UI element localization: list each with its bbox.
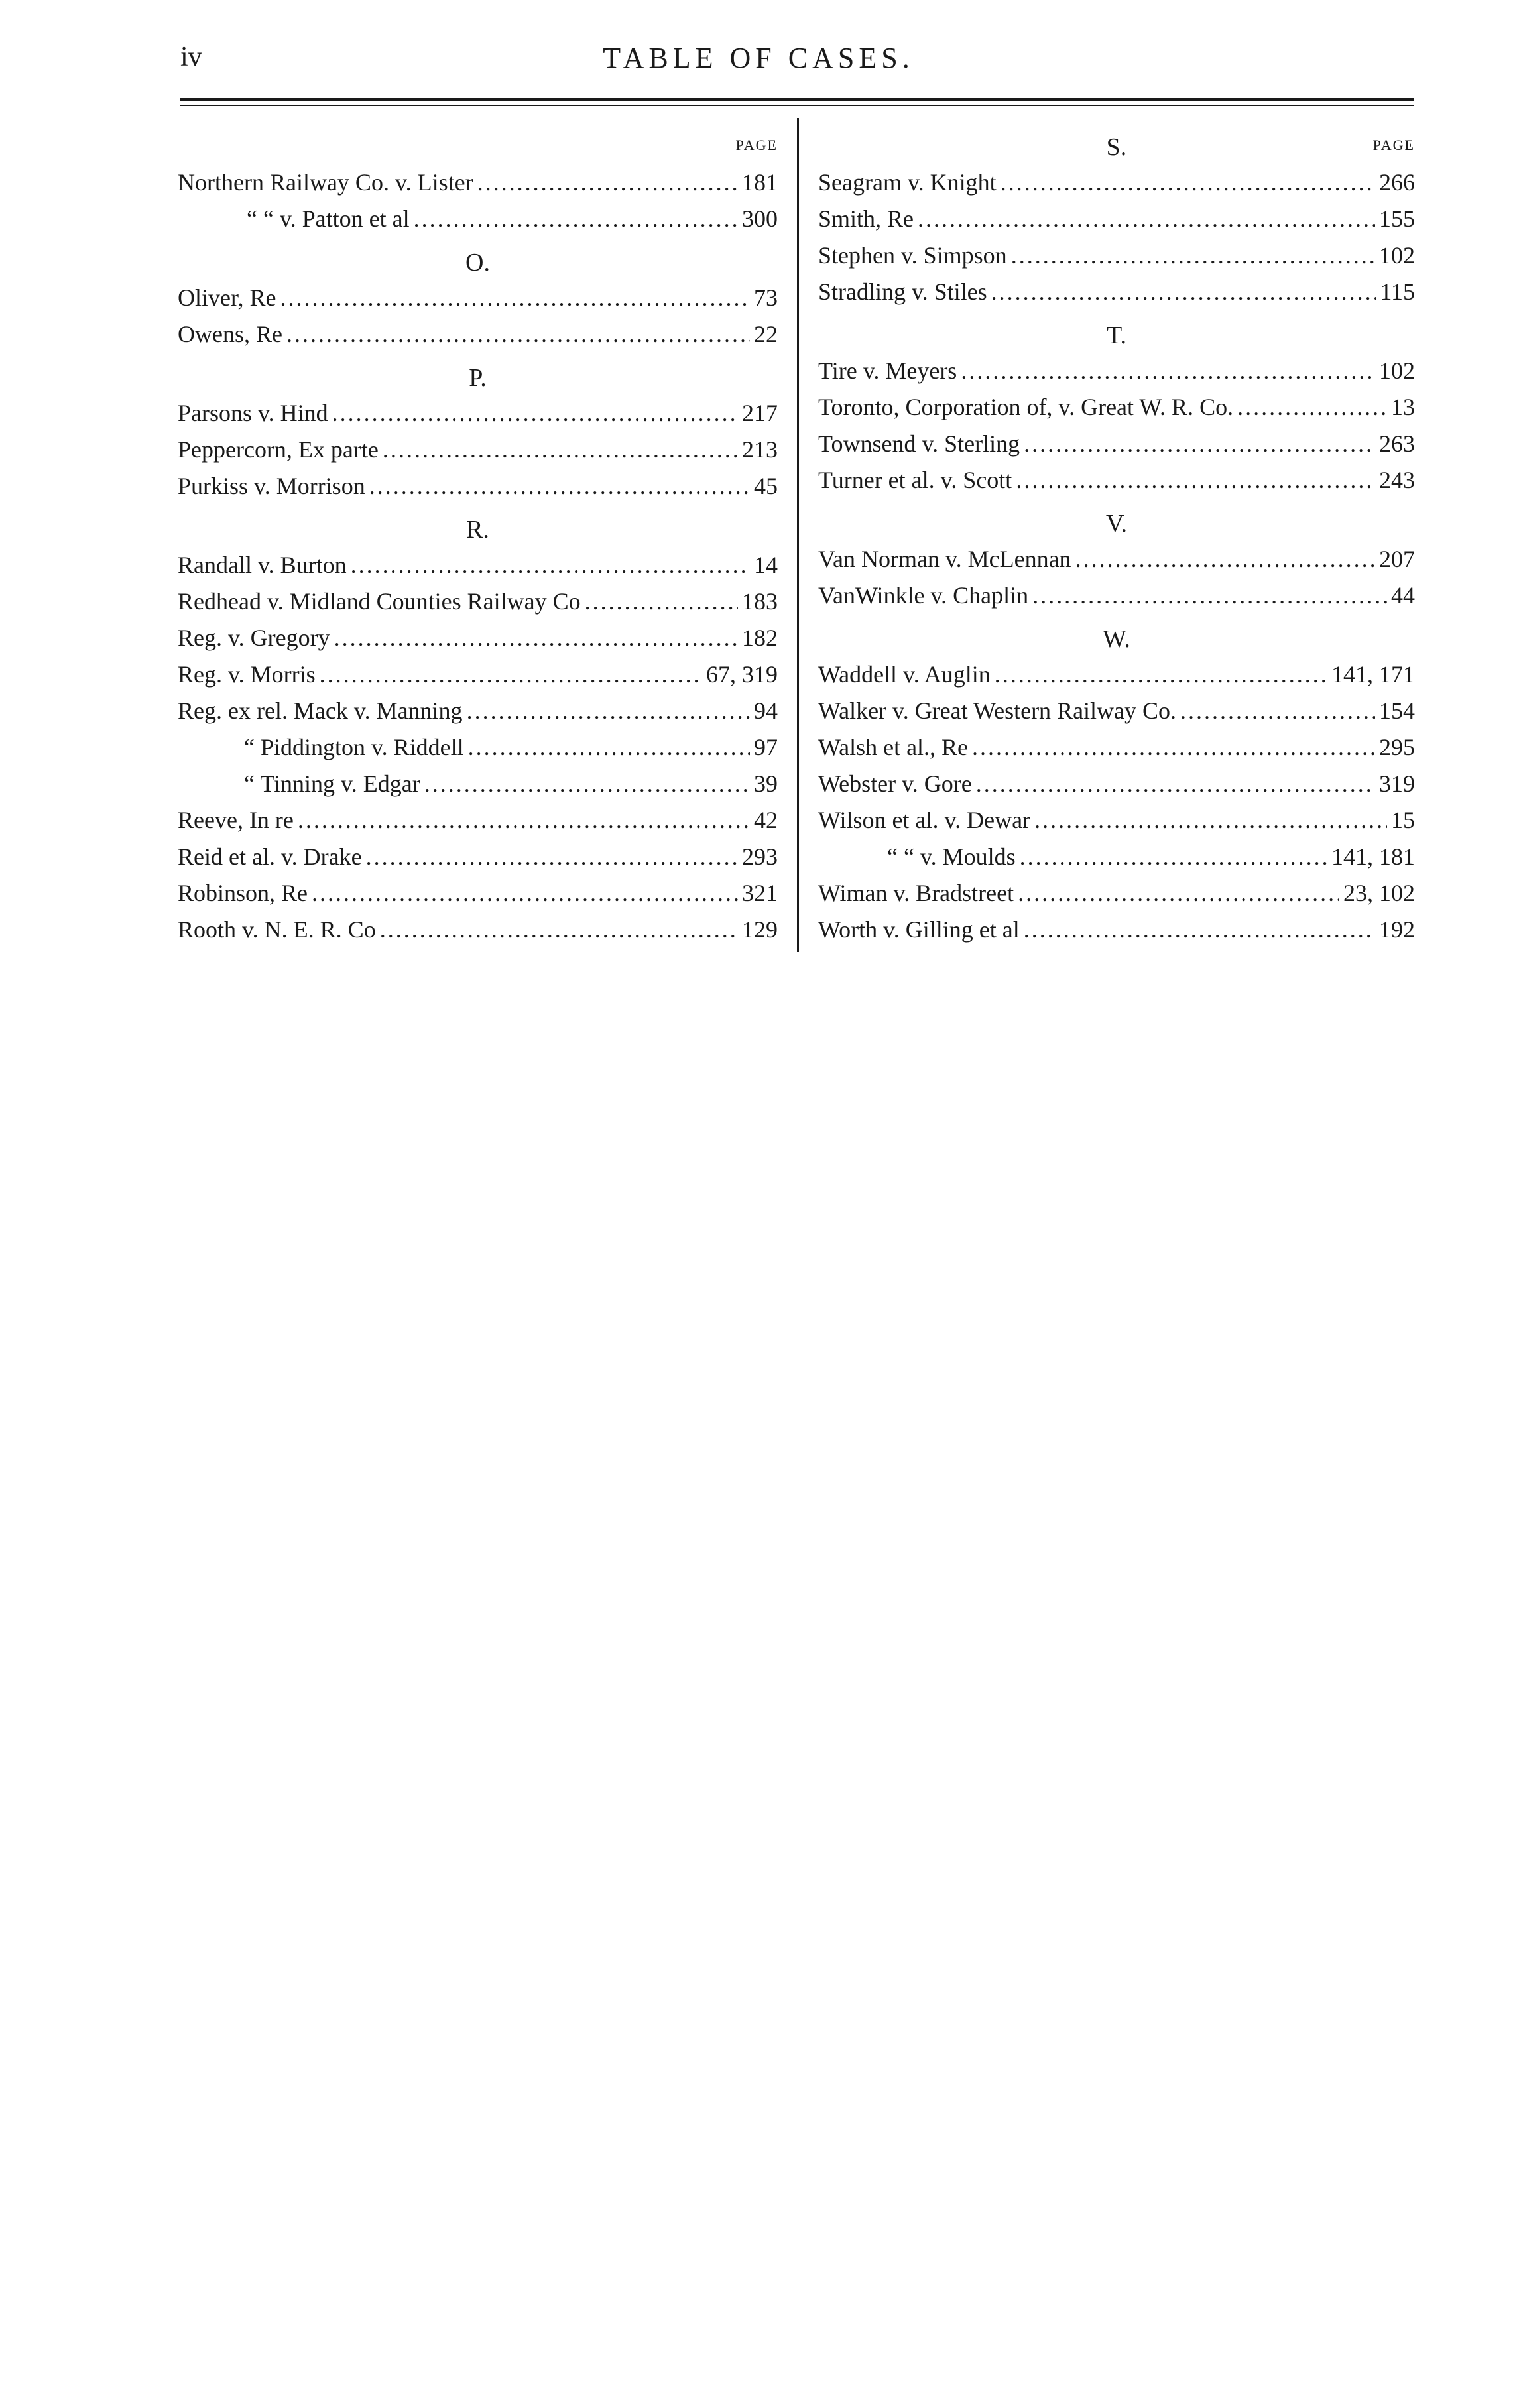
case-entry [178,395,778,432]
case-name: Northern Railway Co. v. Lister [178,169,473,196]
case-entry [178,620,778,656]
case-entry [178,839,778,875]
case-name: Smith, Re [818,206,914,232]
case-name: Stephen v. Simpson [818,242,1007,269]
case-entry [178,802,778,839]
case-page: 102 [1379,357,1415,384]
case-entry [818,912,1415,948]
case-name: Purkiss v. Morrison [178,473,365,499]
case-page: 39 [754,770,778,797]
case-name: Waddell v. Auglin [818,661,991,688]
case-name: Walsh et al., Re [818,734,969,760]
case-entry [178,547,778,583]
case-page: 45 [754,473,778,499]
dot-leader [280,280,750,316]
dot-leader [1018,875,1339,912]
case-name: Rooth v. N. E. R. Co [178,916,376,943]
page-number: iv [180,42,202,72]
case-name: Robinson, Re [178,880,308,906]
dot-leader [467,693,750,729]
dot-leader [1020,839,1327,875]
case-page: 181 [742,169,778,196]
case-name: Tire v. Meyers [818,357,957,384]
dot-leader [1237,389,1387,426]
case-page: 23, 102 [1343,880,1415,906]
dot-leader [477,164,738,201]
dot-leader [976,766,1375,802]
case-name: “ Tinning v. Edgar [244,770,420,797]
case-name: VanWinkle v. Chaplin [818,582,1029,609]
case-page: 217 [742,400,778,426]
case-page: 129 [742,916,778,943]
section-letter: S. [1106,133,1127,161]
case-name: Reg. ex rel. Mack v. Manning [178,697,463,724]
case-entry [818,839,1415,875]
case-name: “ Piddington v. Riddell [244,734,464,760]
column-divider [797,118,799,952]
case-page: 141, 181 [1331,843,1415,870]
dot-leader [1016,462,1375,499]
case-entry [818,164,1415,201]
left-column [178,126,778,948]
section-letter: O. [465,249,490,276]
case-entry [178,656,778,693]
case-name: Redhead v. Midland Counties Railway Co [178,588,581,615]
dot-leader [918,201,1375,237]
dot-leader [1024,426,1375,462]
dot-leader [972,729,1375,766]
case-entry [818,693,1415,729]
dot-leader [383,432,738,468]
case-page: 13 [1391,394,1415,420]
dot-leader [1180,693,1375,729]
dot-leader [380,912,738,948]
case-name: Walker v. Great Western Railway Co. [818,697,1177,724]
dot-leader [1034,802,1387,839]
dot-leader [468,729,750,766]
case-page: 115 [1380,278,1415,305]
case-name: Seagram v. Knight [818,169,997,196]
case-page: 94 [754,697,778,724]
dot-leader [320,656,702,693]
case-entry [818,766,1415,802]
case-name: Oliver, Re [178,284,276,311]
column-header [818,126,1415,164]
right-column [818,126,1415,948]
case-page: 155 [1379,206,1415,232]
case-entry [818,201,1415,237]
case-name: Reg. v. Gregory [178,625,330,651]
case-page: 42 [754,807,778,833]
page-title: TABLE OF CASES. [603,42,914,74]
dot-leader [334,620,738,656]
case-page: 182 [742,625,778,651]
dot-leader [1011,237,1375,274]
case-entry [818,875,1415,912]
case-entry [178,468,778,505]
dot-leader [424,766,750,802]
page-column-label: PAGE [735,137,778,153]
case-name: Toronto, Corporation of, v. Great W. R. Co. [818,394,1234,420]
case-entry [178,164,778,201]
case-page: 213 [742,436,778,463]
dot-leader [961,353,1375,389]
case-page: 14 [754,552,778,578]
case-name: Wilson et al. v. Dewar [818,807,1031,833]
case-name: Worth v. Gilling et al [818,916,1020,943]
case-entry [818,729,1415,766]
case-page: 22 [754,321,778,347]
case-entry [818,237,1415,274]
section-letter: T. [1107,322,1126,349]
dot-leader [1075,541,1375,577]
case-entry [178,432,778,468]
case-entry [818,426,1415,462]
case-entry [818,656,1415,693]
dot-leader [1024,912,1375,948]
case-page: 183 [742,588,778,615]
case-page: 293 [742,843,778,870]
case-page: 266 [1379,169,1415,196]
case-page: 154 [1379,697,1415,724]
case-entry [178,316,778,353]
dot-leader [351,547,750,583]
case-name: “ “ v. Patton et al [247,206,410,232]
case-name: Turner et al. v. Scott [818,467,1012,493]
section-letter: V. [1105,510,1128,538]
page-column-label: PAGE [1372,137,1415,153]
case-page: 207 [1379,546,1415,572]
dot-leader [991,274,1376,310]
section-letter: W. [1103,625,1130,653]
case-page: 192 [1379,916,1415,943]
case-entry [178,912,778,948]
case-page: 243 [1379,467,1415,493]
case-name: Van Norman v. McLennan [818,546,1071,572]
case-name: Webster v. Gore [818,770,972,797]
case-name: Townsend v. Sterling [818,430,1020,457]
case-entry [818,389,1415,426]
case-entry [178,766,778,802]
header-rule-thick [180,98,1414,101]
dot-leader [312,875,738,912]
header-rule-thin [180,105,1414,106]
dot-leader [414,201,738,237]
dot-leader [286,316,750,353]
case-entry [818,274,1415,310]
case-entry [818,541,1415,577]
case-page: 300 [742,206,778,232]
case-page: 321 [742,880,778,906]
case-page: 44 [1391,582,1415,609]
case-name: Owens, Re [178,321,282,347]
case-entry [818,462,1415,499]
dot-leader [1032,577,1387,614]
case-entry [178,280,778,316]
section-letter: R. [466,516,489,544]
case-name: Randall v. Burton [178,552,347,578]
case-entry [178,693,778,729]
case-entry [818,802,1415,839]
case-entry [178,201,778,237]
case-name: Stradling v. Stiles [818,278,987,305]
dot-leader [1001,164,1375,201]
dot-leader [585,583,738,620]
case-name: “ “ v. Moulds [887,843,1016,870]
case-page: 67, 319 [706,661,778,688]
case-entry [818,353,1415,389]
case-page: 263 [1379,430,1415,457]
dot-leader [366,839,738,875]
case-name: Wiman v. Bradstreet [818,880,1014,906]
case-page: 295 [1379,734,1415,760]
dot-leader [995,656,1327,693]
case-name: Parsons v. Hind [178,400,328,426]
case-page: 73 [754,284,778,311]
case-name: Reg. v. Morris [178,661,316,688]
case-page: 15 [1391,807,1415,833]
case-entry [178,875,778,912]
column-header [178,126,778,164]
case-name: Reid et al. v. Drake [178,843,362,870]
case-page: 319 [1379,770,1415,797]
case-entry [178,583,778,620]
case-name: Peppercorn, Ex parte [178,436,379,463]
dot-leader [298,802,750,839]
case-name: Reeve, In re [178,807,294,833]
case-page: 141, 171 [1331,661,1415,688]
case-page: 102 [1379,242,1415,269]
dot-leader [369,468,750,505]
case-entry [818,577,1415,614]
dot-leader [332,395,738,432]
section-letter: P. [469,364,487,392]
case-entry [178,729,778,766]
case-page: 97 [754,734,778,760]
